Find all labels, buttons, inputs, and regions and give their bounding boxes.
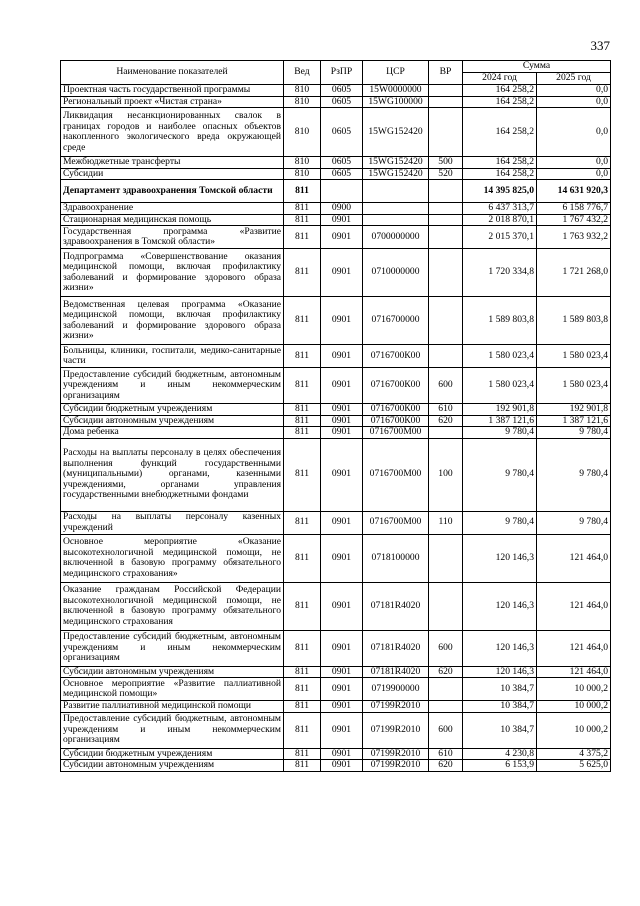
cell-2024: 120 146,3 [463, 666, 537, 678]
cell-2025: 9 780,4 [537, 438, 611, 511]
cell-vr: 620 [429, 666, 463, 678]
table-row [61, 701, 611, 713]
table-row [61, 760, 611, 772]
cell-rzpr: 0901 [321, 345, 363, 368]
cell-csr: 07181R4020 [363, 582, 429, 630]
cell-rzpr: 0605 [321, 108, 363, 157]
cell-2025: 10 000,2 [537, 701, 611, 713]
table-row [61, 168, 611, 180]
cell-ved: 811 [284, 712, 321, 748]
cell-name: Стационарная медицинская помощь [61, 214, 284, 226]
cell-2024: 6 437 313,7 [463, 203, 537, 215]
cell-2025: 0,0 [537, 157, 611, 169]
cell-name: Основное мероприятие «Оказание высокотехнологичной медицинской помощи, не включенной в базовую программу обязательного медицинского страхования» [61, 534, 284, 582]
cell-rzpr: 0901 [321, 511, 363, 534]
cell-2025: 9 780,4 [537, 511, 611, 534]
cell-csr: 0719900000 [363, 678, 429, 701]
cell-csr: 0716700К00 [363, 368, 429, 404]
cell-name: Субсидии бюджетным учреждениям [61, 748, 284, 760]
cell-2024: 120 146,3 [463, 582, 537, 630]
cell-rzpr: 0901 [321, 249, 363, 297]
table-row [61, 666, 611, 678]
cell-2025: 9 780,4 [537, 427, 611, 439]
cell-ved: 810 [284, 96, 321, 108]
cell-csr: 0716700К00 [363, 345, 429, 368]
cell-rzpr: 0901 [321, 678, 363, 701]
cell-csr: 15WG152420 [363, 168, 429, 180]
cell-name: Субсидии автономным учреждениям [61, 415, 284, 427]
budget-table [60, 60, 611, 772]
cell-rzpr: 0901 [321, 404, 363, 416]
cell-name: Департамент здравоохранения Томской области [61, 180, 284, 203]
cell-rzpr: 0901 [321, 368, 363, 404]
table-row [61, 415, 611, 427]
cell-2024: 9 780,4 [463, 427, 537, 439]
cell-vr [429, 203, 463, 215]
cell-2024: 1 589 803,8 [463, 297, 537, 345]
cell-rzpr: 0901 [321, 712, 363, 748]
cell-2024: 120 146,3 [463, 630, 537, 666]
cell-2025: 1 767 432,2 [537, 214, 611, 226]
table-row [61, 345, 611, 368]
cell-2024: 164 258,2 [463, 85, 537, 97]
cell-csr: 0716700К00 [363, 404, 429, 416]
table-row [61, 226, 611, 249]
cell-2024: 4 230,8 [463, 748, 537, 760]
cell-vr: 610 [429, 748, 463, 760]
cell-ved: 811 [284, 297, 321, 345]
cell-name: Субсидии автономным учреждениям [61, 666, 284, 678]
cell-ved: 811 [284, 534, 321, 582]
cell-rzpr: 0901 [321, 427, 363, 439]
cell-rzpr: 0901 [321, 748, 363, 760]
cell-ved: 810 [284, 108, 321, 157]
table-row [61, 678, 611, 701]
cell-ved: 811 [284, 438, 321, 511]
cell-name: Расходы на выплаты персоналу казенных учреждений [61, 511, 284, 534]
table-row [61, 85, 611, 97]
cell-ved: 811 [284, 427, 321, 439]
cell-csr: 0716700М00 [363, 438, 429, 511]
cell-2025: 5 625,0 [537, 760, 611, 772]
cell-rzpr: 0901 [321, 582, 363, 630]
cell-name: Региональный проект «Чистая страна» [61, 96, 284, 108]
cell-name: Основное мероприятие «Развитие паллиативной медицинской помощи» [61, 678, 284, 701]
cell-csr: 07199R2010 [363, 712, 429, 748]
cell-rzpr: 0901 [321, 760, 363, 772]
table-row [61, 203, 611, 215]
cell-csr [363, 180, 429, 203]
cell-2025: 4 375,2 [537, 748, 611, 760]
cell-vr: 600 [429, 712, 463, 748]
cell-2024: 9 780,4 [463, 511, 537, 534]
cell-vr [429, 96, 463, 108]
cell-2025: 1 721 268,0 [537, 249, 611, 297]
cell-vr [429, 534, 463, 582]
cell-2024: 1 720 334,8 [463, 249, 537, 297]
table-row [61, 297, 611, 345]
cell-vr: 110 [429, 511, 463, 534]
cell-rzpr: 0901 [321, 297, 363, 345]
cell-rzpr [321, 180, 363, 203]
cell-rzpr: 0901 [321, 214, 363, 226]
cell-vr [429, 108, 463, 157]
cell-csr: 0718100000 [363, 534, 429, 582]
cell-2025: 1 580 023,4 [537, 345, 611, 368]
cell-csr: 0716700000 [363, 297, 429, 345]
cell-name: Больницы, клиники, госпитали, медико-санитарные части [61, 345, 284, 368]
table-row [61, 427, 611, 439]
cell-name: Дома ребенка [61, 427, 284, 439]
cell-name: Межбюджетные трансферты [61, 157, 284, 169]
table-row [61, 748, 611, 760]
cell-2025: 192 901,8 [537, 404, 611, 416]
cell-2024: 192 901,8 [463, 404, 537, 416]
cell-rzpr: 0901 [321, 226, 363, 249]
header-sum: Сумма [463, 61, 611, 73]
cell-rzpr: 0605 [321, 96, 363, 108]
cell-2025: 1 589 803,8 [537, 297, 611, 345]
cell-ved: 811 [284, 666, 321, 678]
cell-csr: 07181R4020 [363, 630, 429, 666]
cell-rzpr: 0901 [321, 666, 363, 678]
cell-ved: 811 [284, 203, 321, 215]
cell-2025: 121 464,0 [537, 666, 611, 678]
table-row [61, 630, 611, 666]
cell-rzpr: 0901 [321, 534, 363, 582]
table-row [61, 96, 611, 108]
cell-ved: 811 [284, 748, 321, 760]
cell-name: Субсидии [61, 168, 284, 180]
cell-csr: 0710000000 [363, 249, 429, 297]
cell-ved: 811 [284, 345, 321, 368]
cell-csr: 0716700М00 [363, 427, 429, 439]
table-row [61, 108, 611, 157]
cell-2024: 2 015 370,1 [463, 226, 537, 249]
cell-vr [429, 226, 463, 249]
cell-vr: 610 [429, 404, 463, 416]
cell-name: Оказание гражданам Российской Федерации высокотехнологичной медицинской помощи, не включенной в базовую программу обязательного медицинского страхования [61, 582, 284, 630]
cell-csr [363, 203, 429, 215]
cell-2024: 9 780,4 [463, 438, 537, 511]
cell-2025: 1 387 121,6 [537, 415, 611, 427]
cell-2024: 6 153,9 [463, 760, 537, 772]
header-rzpr: РзПР [321, 61, 363, 85]
cell-rzpr: 0605 [321, 168, 363, 180]
table-row [61, 511, 611, 534]
cell-name: Подпрограмма «Совершенствование оказания медицинской помощи, включая профилактику заболеваний и формирование здорового образа жизни» [61, 249, 284, 297]
table-row [61, 180, 611, 203]
cell-ved: 810 [284, 85, 321, 97]
cell-vr: 620 [429, 415, 463, 427]
cell-2025: 1 763 932,2 [537, 226, 611, 249]
table-row [61, 712, 611, 748]
cell-2025: 121 464,0 [537, 630, 611, 666]
table-row [61, 582, 611, 630]
cell-2025: 121 464,0 [537, 534, 611, 582]
cell-ved: 811 [284, 180, 321, 203]
cell-rzpr: 0900 [321, 203, 363, 215]
cell-vr: 600 [429, 368, 463, 404]
cell-csr: 0700000000 [363, 226, 429, 249]
header-name: Наименование показателей [61, 61, 284, 85]
cell-csr: 15WG152420 [363, 108, 429, 157]
cell-ved: 811 [284, 678, 321, 701]
cell-2025: 10 000,2 [537, 678, 611, 701]
cell-2025: 14 631 920,3 [537, 180, 611, 203]
table-body [61, 85, 611, 772]
cell-vr: 100 [429, 438, 463, 511]
cell-csr: 0716700М00 [363, 511, 429, 534]
table-row [61, 249, 611, 297]
cell-ved: 811 [284, 582, 321, 630]
cell-name: Проектная часть государственной программы [61, 85, 284, 97]
cell-2025: 10 000,2 [537, 712, 611, 748]
cell-2025: 0,0 [537, 96, 611, 108]
cell-2025: 6 158 776,7 [537, 203, 611, 215]
header-2025: 2025 год [537, 73, 611, 85]
cell-ved: 811 [284, 630, 321, 666]
cell-name: Государственная программа «Развитие здравоохранения в Томской области» [61, 226, 284, 249]
cell-name: Предоставление субсидий бюджетным, автономным учреждениям и иным некоммерческим организациям [61, 368, 284, 404]
cell-name: Здравоохранение [61, 203, 284, 215]
cell-rzpr: 0605 [321, 85, 363, 97]
cell-2024: 14 395 825,0 [463, 180, 537, 203]
cell-csr: 0716700К00 [363, 415, 429, 427]
cell-ved: 811 [284, 249, 321, 297]
cell-2025: 0,0 [537, 168, 611, 180]
cell-ved: 811 [284, 415, 321, 427]
cell-vr [429, 678, 463, 701]
page-number: 337 [590, 38, 610, 53]
cell-2025: 0,0 [537, 108, 611, 157]
cell-vr [429, 582, 463, 630]
cell-2024: 10 384,7 [463, 678, 537, 701]
cell-ved: 811 [284, 214, 321, 226]
cell-2024: 10 384,7 [463, 712, 537, 748]
cell-2025: 0,0 [537, 85, 611, 97]
cell-csr: 07199R2010 [363, 748, 429, 760]
cell-2024: 164 258,2 [463, 157, 537, 169]
cell-rzpr: 0901 [321, 630, 363, 666]
cell-2024: 1 387 121,6 [463, 415, 537, 427]
cell-vr [429, 249, 463, 297]
cell-2024: 120 146,3 [463, 534, 537, 582]
cell-rzpr: 0901 [321, 701, 363, 713]
cell-2024: 10 384,7 [463, 701, 537, 713]
cell-vr [429, 701, 463, 713]
cell-vr [429, 180, 463, 203]
cell-vr [429, 345, 463, 368]
cell-ved: 811 [284, 404, 321, 416]
cell-name: Субсидии бюджетным учреждениям [61, 404, 284, 416]
cell-2024: 164 258,2 [463, 108, 537, 157]
cell-vr: 620 [429, 760, 463, 772]
table-row [61, 534, 611, 582]
cell-vr: 520 [429, 168, 463, 180]
cell-csr: 15WG152420 [363, 157, 429, 169]
cell-2024: 1 580 023,4 [463, 345, 537, 368]
cell-ved: 810 [284, 157, 321, 169]
cell-name: Развитие паллиативной медицинской помощи [61, 701, 284, 713]
cell-ved: 811 [284, 701, 321, 713]
cell-vr [429, 297, 463, 345]
header-vr: ВР [429, 61, 463, 85]
cell-name: Предоставление субсидий бюджетным, автономным учреждениям и иным некоммерческим организациям [61, 630, 284, 666]
cell-ved: 811 [284, 760, 321, 772]
cell-name: Ликвидация несанкционированных свалок в границах городов и наиболее опасных объектов накопленного экологического вреда окружающей среде [61, 108, 284, 157]
cell-rzpr: 0605 [321, 157, 363, 169]
header-ved: Вед [284, 61, 321, 85]
cell-2024: 2 018 870,1 [463, 214, 537, 226]
cell-csr: 07199R2010 [363, 760, 429, 772]
cell-vr: 500 [429, 157, 463, 169]
header-csr: ЦСР [363, 61, 429, 85]
cell-csr: 07181R4020 [363, 666, 429, 678]
table-row [61, 438, 611, 511]
cell-rzpr: 0901 [321, 438, 363, 511]
cell-2024: 164 258,2 [463, 168, 537, 180]
cell-name: Субсидии автономным учреждениям [61, 760, 284, 772]
cell-2024: 1 580 023,4 [463, 368, 537, 404]
cell-name: Предоставление субсидий бюджетным, автономным учреждениям и иным некоммерческим организациям [61, 712, 284, 748]
cell-ved: 811 [284, 368, 321, 404]
table-row [61, 157, 611, 169]
cell-vr: 600 [429, 630, 463, 666]
cell-2025: 1 580 023,4 [537, 368, 611, 404]
cell-csr: 07199R2010 [363, 701, 429, 713]
table-row [61, 214, 611, 226]
cell-vr [429, 214, 463, 226]
cell-2025: 121 464,0 [537, 582, 611, 630]
cell-rzpr: 0901 [321, 415, 363, 427]
cell-vr [429, 85, 463, 97]
cell-csr [363, 214, 429, 226]
cell-csr: 15WG100000 [363, 96, 429, 108]
table-row [61, 404, 611, 416]
cell-ved: 811 [284, 511, 321, 534]
cell-ved: 810 [284, 168, 321, 180]
cell-2024: 164 258,2 [463, 96, 537, 108]
cell-csr: 15W0000000 [363, 85, 429, 97]
header-2024: 2024 год [463, 73, 537, 85]
cell-name: Ведомственная целевая программа «Оказание медицинской помощи, включая профилактику заболеваний и формирование здорового образа жизни» [61, 297, 284, 345]
cell-name: Расходы на выплаты персоналу в целях обеспечения выполнения функций государственными (муниципальными) органами, казенными учреждениями, органами управления государственными внебюджетными фондами [61, 438, 284, 511]
cell-vr [429, 427, 463, 439]
cell-ved: 811 [284, 226, 321, 249]
table-row [61, 368, 611, 404]
